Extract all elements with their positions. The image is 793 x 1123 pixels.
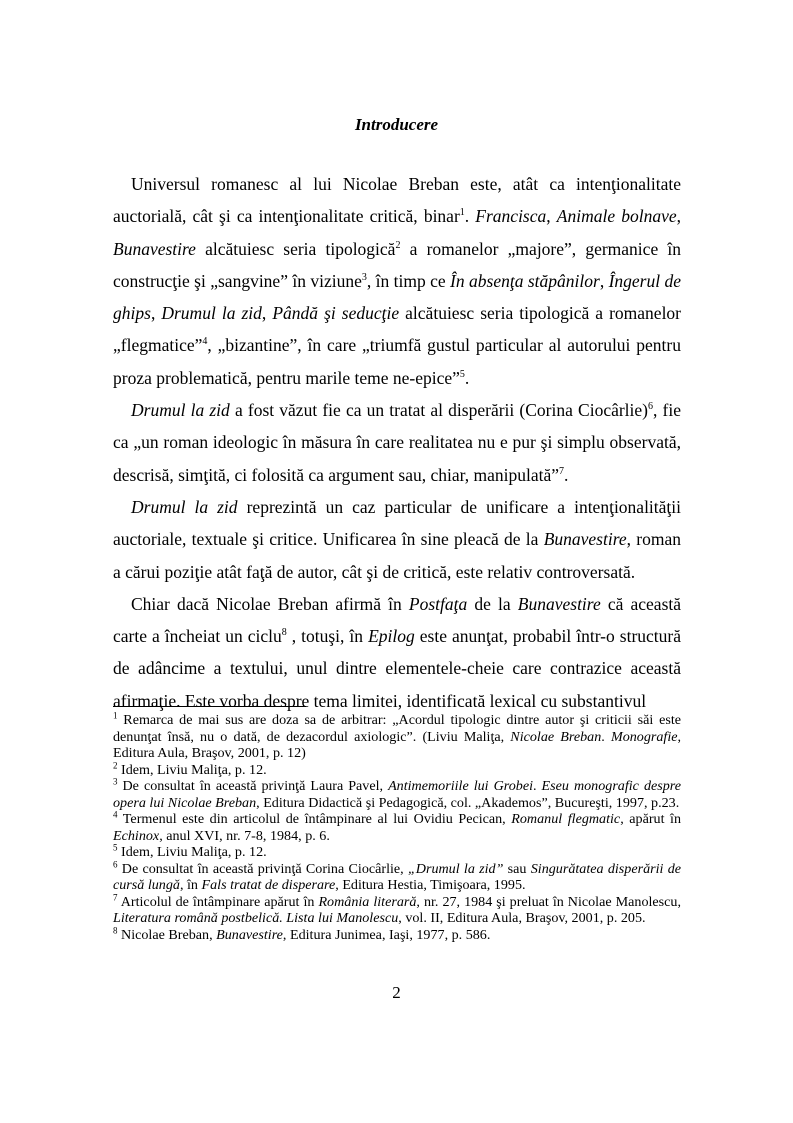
italic-title: Bunavestire	[113, 238, 196, 259]
text-run: sau	[503, 860, 531, 877]
text-run: , Editura Hestia, Timişoara, 1995.	[335, 877, 526, 893]
italic-title: „Drumul la zid”	[407, 860, 504, 877]
footnote-number: 5	[113, 842, 118, 853]
italic-title: Singurătatea disperării de cursă lungă	[113, 860, 681, 893]
footnote-3	[113, 778, 681, 811]
italic-title: Francisca	[475, 206, 547, 227]
footnote-8	[113, 924, 681, 944]
text-run: ,	[261, 303, 273, 324]
text-run: Nicolae Breban,	[117, 926, 217, 943]
text-run: , anul XVI, nr. 7-8, 1984, p. 6.	[159, 827, 330, 844]
italic-title: Drumul la zid	[131, 496, 238, 517]
footnote-ref[interactable]: 1	[459, 207, 465, 219]
paragraph-2	[113, 394, 681, 491]
text-run: că această carte a încheiat un ciclu	[113, 593, 682, 647]
text-run: de la	[467, 593, 518, 614]
italic-title: Echinox	[113, 827, 160, 844]
paragraph-1	[113, 168, 681, 394]
text-run: Idem, Liviu Maliţa, p. 12.	[117, 761, 267, 778]
text-run: .	[464, 206, 476, 227]
footnote-ref[interactable]: 7	[559, 465, 565, 477]
page-title: Introducere	[354, 115, 439, 134]
text-run: Universul romanesc al lui Nicolae Breban este, atât ca intenţionalitate auctorială, cât şi ca intenţionalitate critică, binar	[113, 174, 681, 227]
text-run: .	[601, 728, 611, 745]
italic-title: Bunavestire	[517, 593, 601, 614]
italic-title: Postfaţa	[408, 593, 468, 614]
footnote-5	[113, 844, 681, 861]
text-run: .	[564, 464, 569, 485]
text-run: , fie ca „un roman ideologic în măsura în care realitatea nu e pur şi simplu observată, descrisă, simţită, ci folosită ca argument sau, chiar, manipulată”	[113, 400, 681, 485]
footnote-ref[interactable]: 5	[459, 368, 465, 380]
italic-title: Fals tratat de disperare	[201, 877, 336, 893]
text-run: a fost văzut fie ca un tratat al disperării (Corina Ciocârlie)	[229, 400, 648, 421]
italic-title: România literară	[318, 893, 417, 910]
text-run: De consultat în această privinţă Laura Pavel,	[117, 778, 389, 794]
footnotes	[113, 712, 681, 943]
italic-title: Eseu monografic despre opera lui Nicolae Breban	[113, 778, 681, 811]
text-run: Articolul de întâmpinare apărut în	[117, 893, 319, 910]
text-run: , nr. 27, 1984 şi preluat în Nicolae Manolescu,	[416, 893, 681, 910]
text-run: reprezintă un caz particular de unificare a intenţionalităţii auctoriale, textuale şi critice. Unificarea în sine pleacă de la	[113, 496, 682, 550]
text-run: ,	[150, 303, 162, 324]
text-run: , în timp ce	[366, 270, 451, 291]
text-run: este anunţat, probabil într-o structură de adâncime a textului, unul dintre elementele-cheie care contrazice această afirmaţie. Este vorba despre tema limitei, identificată lexical cu substantivul	[113, 626, 682, 711]
footnote-ref[interactable]: 2	[395, 239, 401, 251]
italic-title: Bunavestire	[543, 529, 627, 550]
footnote-7	[113, 891, 681, 927]
page-number: 2	[392, 983, 401, 1002]
text-run: , roman a cărui poziţie atât faţă de autor, cât şi de critică, este relativ controversată.	[113, 529, 681, 582]
footnote-ref[interactable]: 3	[361, 272, 367, 284]
italic-title: Literatura română postbelică. Lista lui Manolescu	[113, 910, 399, 926]
text-run: a romanelor „majore”, germanice în construcţie şi „sangvine” în viziune	[113, 238, 681, 291]
footnote-number: 4	[113, 809, 118, 820]
italic-title: Romanul flegmatic	[511, 811, 621, 827]
paragraph-3	[113, 491, 681, 588]
text-run: Remarca de mai sus are doza sa de arbitrar: „Acordul tipologic dintre autor şi criticii săi este denunţat însă, nu o dată, de dezacordul axiologic”. (Liviu Maliţa,	[113, 712, 681, 745]
italic-title: Antimemoriile lui Grobei	[388, 778, 533, 794]
body-text	[113, 168, 681, 717]
footnote-2	[113, 759, 681, 779]
footnote-number: 7	[113, 891, 118, 902]
italic-title: Bunavestire	[216, 926, 283, 943]
text-run: ,	[546, 206, 557, 227]
text-run: , în	[179, 877, 202, 893]
footnote-separator	[113, 706, 306, 707]
italic-title: În absenţa stăpânilor	[450, 270, 600, 291]
footnote-number: 6	[113, 858, 118, 869]
italic-title: Pândă şi seducţie	[272, 303, 400, 324]
footnote-number: 8	[113, 924, 118, 935]
footnote-number: 3	[113, 776, 118, 787]
footnote-ref[interactable]: 4	[202, 336, 208, 348]
footnote-4	[113, 811, 681, 844]
text-run: , Editura Didactică şi Pedagogică, col. „Akademos”, Bucureşti, 1997, p.23.	[256, 794, 680, 811]
footnote-1	[113, 712, 681, 762]
footnote-number: 1	[113, 710, 118, 721]
text-run: , apărut în	[620, 811, 682, 827]
italic-title: Nicolae Breban	[510, 728, 602, 745]
italic-title: Monografie	[610, 728, 678, 745]
italic-title: Drumul la zid	[131, 400, 230, 421]
text-run: ,	[599, 270, 609, 291]
text-run: Chiar dacă Nicolae Breban afirmă în	[131, 593, 409, 614]
text-run: , vol. II, Editura Aula, Braşov, 2001, p. 205.	[398, 910, 646, 926]
footnote-ref[interactable]: 6	[648, 401, 653, 413]
footnote-6	[113, 858, 681, 894]
footnote-number: 2	[113, 759, 118, 770]
paragraph-4	[113, 588, 681, 717]
italic-title: Îngerul de ghips	[113, 270, 682, 324]
text-run: , totuşi, în	[286, 626, 369, 647]
text-run: ,	[676, 206, 682, 227]
text-run: alcătuiesc seria tipologică a romanelor „flegmatice”	[113, 303, 682, 356]
text-run: .	[533, 778, 542, 794]
italic-title: Drumul la zid	[161, 303, 262, 324]
text-run: De consultat în această privinţă Corina Ciocârlie,	[117, 860, 408, 877]
text-run: alcătuiesc seria tipologică	[195, 238, 396, 259]
text-run: .	[464, 367, 470, 388]
footnote-ref[interactable]: 8	[281, 627, 287, 639]
italic-title: Animale bolnave	[556, 206, 677, 227]
text-run: , „bizantine”, în care „triumfă gustul particular al autorului pentru proza problematică, pentru marile teme ne-epice”	[113, 335, 681, 388]
text-run: , Editura Aula, Braşov, 2001, p. 12)	[113, 728, 682, 761]
italic-title: Epilog	[368, 626, 415, 647]
text-run: , Editura Junimea, Iaşi, 1977, p. 586.	[282, 926, 491, 943]
text-run: Termenul este din articolul de întâmpinare al lui Ovidiu Pecican,	[117, 811, 512, 827]
text-run: Idem, Liviu Maliţa, p. 12.	[117, 844, 267, 860]
